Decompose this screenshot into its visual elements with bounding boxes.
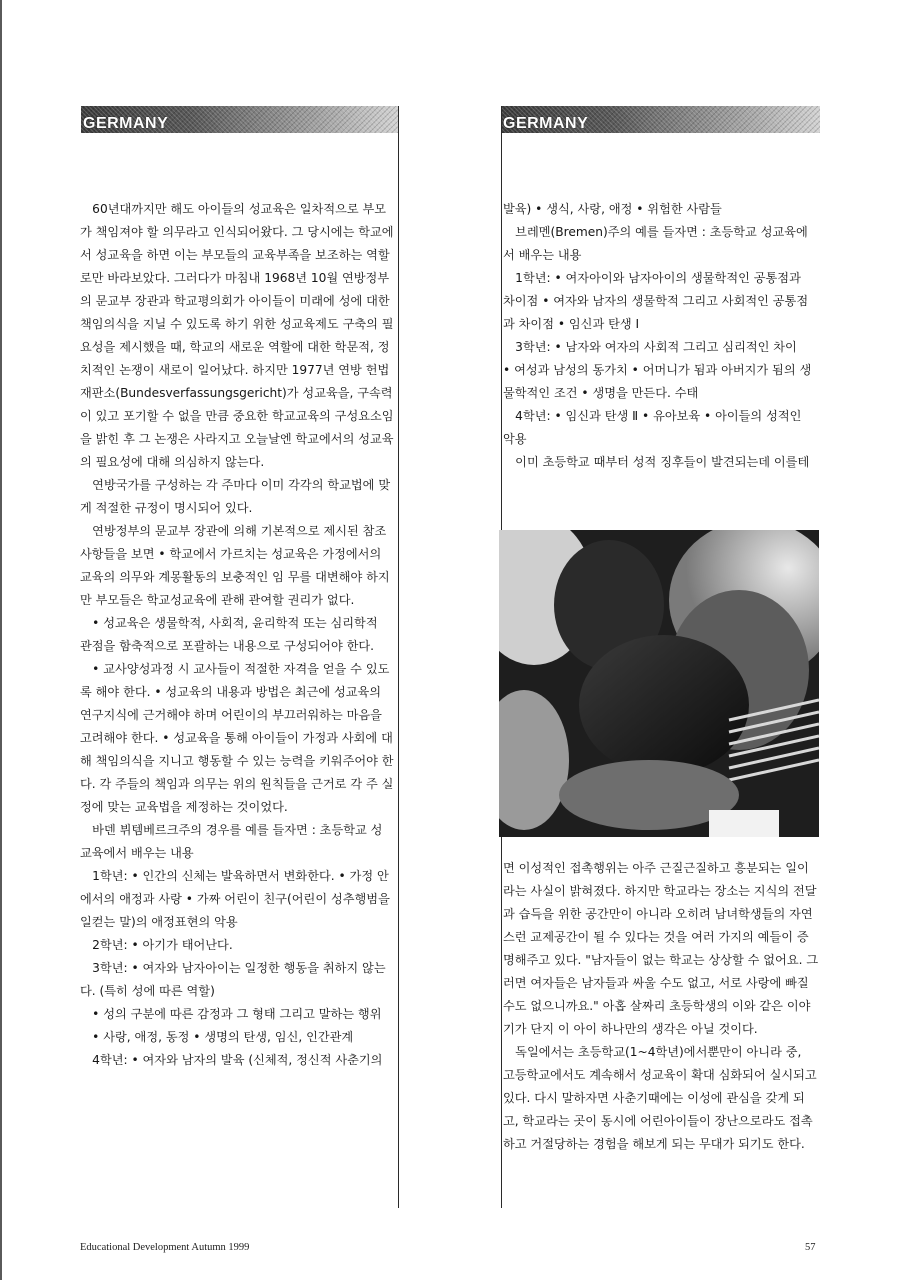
text-line: 스런 교제공간이 될 수 있다는 것을 여러 가지의 예들이 증: [503, 930, 809, 944]
text-line: 가 책임져야 할 의무라고 인식되어왔다. 그 당시에는 학교에: [80, 225, 394, 239]
text-line: 을 밝힌 후 그 논쟁은 사라지고 오늘날엔 학교에서의 성교육: [80, 432, 394, 446]
text-line: 관점을 함축적으로 포괄하는 내용으로 구성되어야 한다.: [80, 639, 375, 653]
text-line: • 사랑, 애정, 동정 • 생명의 탄생, 임신, 인간관계: [80, 1030, 354, 1044]
text-line: 물학적인 조건 • 생명을 만든다. 수태: [503, 386, 699, 400]
text-line: 연방국가를 구성하는 각 주마다 이미 각각의 학교법에 맞: [80, 478, 391, 492]
text-line: 차이점 • 여자와 남자의 생물학적 그리고 사회적인 공통점: [503, 294, 809, 308]
column-rule-left: [398, 106, 399, 1208]
text-line: 고려해야 한다. • 성교육을 통해 아이들이 가정과 사회에 대: [80, 731, 393, 745]
page-edge: [0, 0, 2, 1280]
section-banner-right: [501, 106, 820, 133]
text-line: 명해주고 있다. "남자들이 없는 학교는 상상할 수 없어요. 그: [503, 953, 818, 967]
text-line: 록 해야 한다. • 성교육의 내용과 방법은 최근에 성교육의: [80, 685, 382, 699]
text-line: 교육에서 배우는 내용: [80, 846, 194, 860]
text-line: 정에 맞는 교육법을 제정하는 것이었다.: [80, 800, 288, 814]
text-line: 브레멘(Bremen)주의 예를 들자면 : 초등학교 성교육에: [503, 225, 808, 239]
text-line: 이미 초등학교 때부터 성적 징후들이 발견되는데 이를테: [503, 455, 810, 469]
text-line: 해 책임의식을 지니고 행동할 수 있는 능력을 키워주어야 한: [80, 754, 394, 768]
text-line: 3학년: • 여자와 남자아이는 일정한 행동을 취하지 않는: [80, 961, 386, 975]
text-line: 서 성교육을 하면 이는 부모들의 교육부족을 보조하는 역할: [80, 248, 390, 262]
text-line: 서 배우는 내용: [503, 248, 582, 262]
text-line: 치적인 논쟁이 새로이 일어났다. 하지만 1977년 연방 헌법: [80, 363, 390, 377]
text-line: 과 차이점 • 임신과 탄생 Ⅰ: [503, 317, 640, 331]
text-line: 러면 여자들은 남자들과 싸울 수도 없고, 서로 사랑에 빠질: [503, 976, 809, 990]
text-line: 로만 바라보았다. 그러다가 마침내 1968년 10월 연방정부: [80, 271, 390, 285]
text-line: 바덴 뷔템베르크주의 경우를 예를 들자면 : 초등학교 성: [80, 823, 383, 837]
section-banner-left: [81, 106, 398, 133]
text-line: 악용: [503, 432, 527, 446]
text-line: 게 적절한 규정이 명시되어 있다.: [80, 501, 253, 515]
text-line: 하고 거절당하는 경험을 해보게 되는 무대가 되기도 한다.: [503, 1137, 805, 1151]
text-line: 이 있고 포기할 수 없을 만큼 중요한 학교교육의 구성요소임: [80, 409, 394, 423]
text-line: 연방정부의 문교부 장관에 의해 기본적으로 제시된 참조: [80, 524, 387, 538]
text-line: 사항들을 보면 • 학교에서 가르치는 성교육은 가정에서의: [80, 547, 382, 561]
text-line: • 성교육은 생물학적, 사회적, 윤리학적 또는 심리학적: [80, 616, 378, 630]
text-line: 연구지식에 근거해야 하며 어린이의 부끄러워하는 마음을: [80, 708, 382, 722]
text-line: 만 부모들은 학교성교육에 관해 관여할 권리가 없다.: [80, 593, 355, 607]
text-line: 60년대까지만 해도 아이들의 성교육은 일차적으로 부모: [80, 202, 387, 216]
right-column-text-bottom: [503, 857, 818, 1156]
text-line: 과 습득을 위한 공간만이 아니라 오히려 남녀학생들의 자연: [503, 907, 813, 921]
text-line: 책임의식을 지닐 수 있도록 하기 위한 성교육제도 구축의 필: [80, 317, 394, 331]
text-line: 기가 단지 이 아이 하나만의 생각은 아닐 것이다.: [503, 1022, 758, 1036]
text-line: 일컫는 말)의 애정표현의 악용: [80, 915, 238, 929]
text-line: 의 필요성에 대해 의심하지 않는다.: [80, 455, 265, 469]
text-line: 교육의 의무와 계몽활동의 보충적인 임 무를 대변해야 하지: [80, 570, 390, 584]
text-line: 에서의 애정과 사랑 • 가짜 어린이 친구(어린이 성추행범을: [80, 892, 390, 906]
text-line: 면 이성적인 접촉행위는 아주 근질근질하고 흥분되는 일이: [503, 861, 809, 875]
banner-title: GERMANY: [83, 115, 169, 132]
left-column-text: [80, 198, 396, 1072]
text-line: • 여성과 남성의 동가치 • 어머니가 됨과 아버지가 됨의 생: [503, 363, 812, 377]
text-line: 1학년: • 인간의 신체는 발육하면서 변화한다. • 가정 안: [80, 869, 389, 883]
banner-title: GERMANY: [503, 115, 589, 132]
text-line: 2학년: • 아기가 태어난다.: [80, 938, 233, 952]
text-line: 4학년: • 여자와 남자의 발육 (신체적, 정신적 사춘기의: [80, 1053, 383, 1067]
text-line: • 교사양성과정 시 교사들이 적절한 자격을 얻을 수 있도: [80, 662, 390, 676]
text-line: 다. (특히 성에 따른 역할): [80, 984, 215, 998]
text-line: 요성을 제시했을 때, 학교의 새로운 역할에 대한 학문적, 정: [80, 340, 390, 354]
text-line: 다. 각 주들의 책임과 의무는 위의 원칙들을 근거로 각 주 실: [80, 777, 394, 791]
text-line: 4학년: • 임신과 탄생 Ⅱ • 유아보육 • 아이들의 성적인: [503, 409, 802, 423]
footer-publication: Educational Development Autumn 1999: [80, 1242, 250, 1253]
text-line: 1학년: • 여자아이와 남자아이의 생물학적인 공통점과: [503, 271, 801, 285]
text-line: • 성의 구분에 따른 감정과 그 형태 그리고 말하는 행위: [80, 1007, 382, 1021]
page-number: 57: [805, 1242, 816, 1253]
text-line: 의 문교부 장관과 학교평의회가 아이들이 미래에 성에 대한: [80, 294, 390, 308]
text-line: 있다. 다시 말하자면 사춘기때에는 이성에 관심을 갖게 되: [503, 1091, 805, 1105]
text-line: 재판소(Bundesverfassungsgericht)가 성교육을, 구속력: [80, 386, 393, 400]
text-line: 발육) • 생식, 사랑, 애정 • 위험한 사람들: [503, 202, 722, 216]
text-line: 고, 학교라는 곳이 동시에 어린아이들이 장난으로라도 접촉: [503, 1114, 813, 1128]
text-line: 고등학교에서도 계속해서 성교육이 확대 심화되어 실시되고: [503, 1068, 817, 1082]
right-column-text-top: [503, 198, 818, 474]
children-photo: [499, 530, 819, 837]
text-line: 3학년: • 남자와 여자의 사회적 그리고 심리적인 차이: [503, 340, 797, 354]
text-line: 라는 사실이 밝혀졌다. 하지만 학교라는 장소는 지식의 전달: [503, 884, 817, 898]
text-line: 독일에서는 초등학교(1~4학년)에서뿐만이 아니라 중,: [503, 1045, 802, 1059]
text-line: 수도 없으니까요." 아홉 살짜리 초등학생의 이와 같은 이야: [503, 999, 811, 1013]
